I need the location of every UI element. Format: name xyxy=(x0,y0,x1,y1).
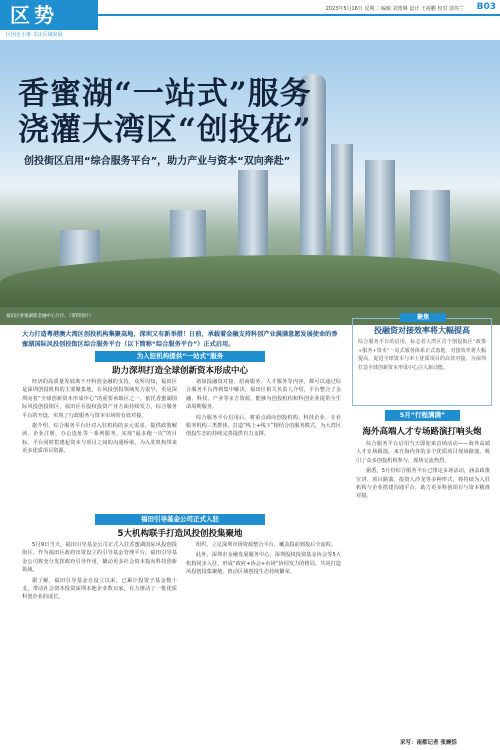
paragraph: 综合服务平台启用后，将重点面向创投机构、科技企业、专业服务机构三类群体，打造“线上+线下”相结合的服务模式，为大湾区创投生态的持续完善提供有力支撑。 xyxy=(186,414,341,438)
subheadline: 创投街区启用“综合服务平台”，助力产业与资本“双向奔赴” xyxy=(24,156,291,167)
article-column xyxy=(186,378,341,506)
section-title: 区势 xyxy=(0,0,98,30)
headline xyxy=(18,76,312,148)
paragraph: 据介绍，综合服务平台针对入驻机构的多元需求，提供政策解读、企业注册、办公选址等一系列服务，实现“最多跑一次”的目标。平台同时搭建起资本与项目之间的沟通桥梁，为入驻机构带来更多优质项目资源。 xyxy=(22,423,177,455)
top-rule xyxy=(98,14,500,16)
paragraph: 经济的高质量发展离不开科创金融的支持，众所周知，福田区是深圳创投机构的主要聚集地，在风投创投领域发力很早，更是深圳向着“全球创新资本形成中心”的重要承载区之一。依托香蜜湖国际风投创投街区，福田区在股权投资产业方面持续发力，综合服务平台的开设，实现了行政服务与资本市场的有效对接。 xyxy=(22,379,177,419)
article-column xyxy=(356,440,490,730)
article-column xyxy=(22,378,177,506)
paragraph: 此外，深圳市金融发展服务中心、深圳股权投资基金协会等5大机构同步入驻，形成“政府+协会+市场”协同发力的格局，共同打造风投创投集聚地，推动区域创投生态持续繁荣。 xyxy=(186,552,341,576)
headline-line-1: 香蜜湖“一站式”服务 xyxy=(18,76,312,112)
page-number: B03 xyxy=(476,2,496,12)
section-tag: 福田引导基金公司正式入驻 xyxy=(95,514,265,525)
section-title: 5大机构联手打造风投创投集聚地 xyxy=(117,529,243,539)
lead-paragraph: 大力打造粤港澳大湾区创投机构集聚高地，深圳又有新举措！日前，承载着金融支持科创产业满满意愿发展使命的香蜜湖国际风投创投街区综合服务平台（以下简称“综合服务平台”）正式启用。 xyxy=(22,331,338,348)
masthead xyxy=(0,0,500,40)
section-tag: 5月“行程满满” xyxy=(385,410,460,421)
paragraph: 组织，立足深圳市场资源整合平台，覆盖投前到投后全流程。 xyxy=(196,542,337,548)
paragraph: 据了解，福田引导基金自设立以来，已累计投资子基金数十支，带动社会资本投资深圳本地企业数百家，有力推动了一批优质科创企业的成长。 xyxy=(22,577,177,601)
paragraph: 据悉，5月份综合服务平台已排定多场活动，涵盖政策宣讲、项目路演、投资人沙龙等多种形式，将持续为入驻机构与企业搭建沟通平台，助力更多科创项目与资本精准对接。 xyxy=(356,468,490,500)
focus-tag: 聚焦 xyxy=(400,313,446,322)
section-title: 助力深圳打造全球创新资本形成中心 xyxy=(111,366,248,376)
author-credit: 采写：南都记者 张婉恬 xyxy=(400,740,457,746)
issue-line: 2023年5月16日 星期二 编辑 刘蕾琳 设计 王裕鹏 校对 郭伟兰 xyxy=(325,6,464,12)
photo-caption: 福田区香蜜湖新金融中心片区。（资料图片） xyxy=(6,314,94,319)
section-tag: 为入驻机构提供“一站式”服务 xyxy=(95,351,265,362)
section-title: 海外高端人才专场路演打响头炮 xyxy=(362,427,482,437)
focus-title: 投融资对接效率将大幅提高 xyxy=(374,326,470,335)
paragraph: 综合服务平台启用当天即迎来首场活动——海外高端人才专场路演。来自海内外的多个优质项目现场路演，吸引了众多创投机构参与，现场交流热烈。 xyxy=(356,441,490,464)
paragraph: 5月9日当天，福田引导基金公司正式入驻香蜜湖国际风投创投街区。作为福田区政府出资设立的引导基金管理平台，福田引导基金公司将充分发挥政府引导作用，撬动更多社会资本投向科技创新领域。 xyxy=(22,542,177,574)
headline-line-2: 浇灌大湾区“创投花” xyxy=(18,112,312,148)
focus-text: 综合服务平台的启用，标志着大湾区首个创投街区“政策+服务+资本”一站式服务体系正式落地，对接效率将大幅提高，促进全球资本与本土优质项目的高效对接，为深圳打造全球创新资本形成中心注入新动能。 xyxy=(358,339,486,371)
article-column xyxy=(186,541,341,741)
section-subtitle: 区因无小事 关注区域发展 xyxy=(6,32,63,38)
paragraph: 诸如投融资对接、招商服务、人才服务等内容，都可以通过综合服务平台得到集中解决，福田区相关负责人介绍，平台整合了金融、科技、产业等多方资源，能够为创投机构和科创企业提供全生命周期服务。 xyxy=(186,379,341,411)
article-column xyxy=(22,541,177,741)
